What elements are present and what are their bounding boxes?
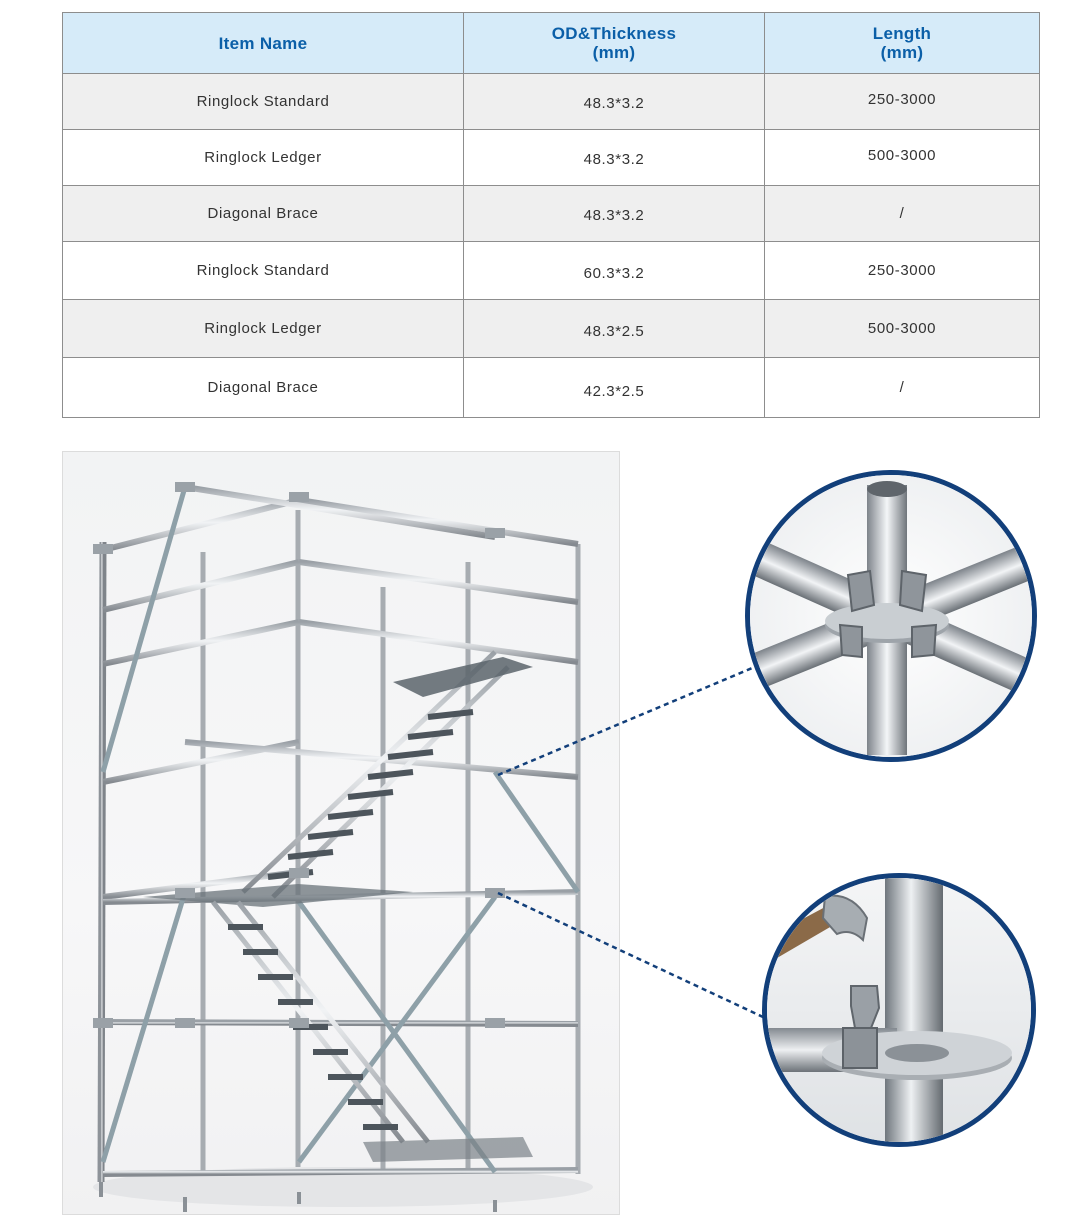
cell-length: 500-3000 [765,300,1040,358]
cell-item: Diagonal Brace [63,186,464,242]
ringlock-rosette-icon [750,475,1032,757]
header-length: Length (mm) [765,13,1040,74]
table-row [63,242,1040,300]
cell-od: 48.3*3.2 [464,74,765,130]
cell-length: 500-3000 [765,130,1040,186]
cell-length: 250-3000 [765,242,1040,300]
cell-od: 60.3*3.2 [464,242,765,300]
scaffold-tower-icon [63,452,620,1215]
cell-length: / [765,186,1040,242]
cell-item: Ringlock Ledger [63,300,464,358]
cell-od: 48.3*2.5 [464,300,765,358]
spec-table [62,12,1040,418]
table-row [63,300,1040,358]
header-od-thickness: OD&Thickness (mm) [464,13,765,74]
cell-length: 250-3000 [765,74,1040,130]
cell-item: Ringlock Standard [63,74,464,130]
cell-item: Diagonal Brace [63,358,464,418]
rosette-detail-callout [745,470,1037,762]
table-row [63,130,1040,186]
table-row [63,186,1040,242]
cell-od: 48.3*3.2 [464,186,765,242]
cell-od: 42.3*2.5 [464,358,765,418]
table-header-row [63,13,1040,74]
table-row [63,74,1040,130]
cell-od: 48.3*3.2 [464,130,765,186]
cell-item: Ringlock Standard [63,242,464,300]
table-row [63,358,1040,418]
wedge-detail-callout [762,873,1036,1147]
hammer-wedge-icon [767,878,1031,1142]
cell-length: / [765,358,1040,418]
cell-item: Ringlock Ledger [63,130,464,186]
scaffold-photo-panel [62,451,620,1215]
header-item-name: Item Name [63,13,464,74]
